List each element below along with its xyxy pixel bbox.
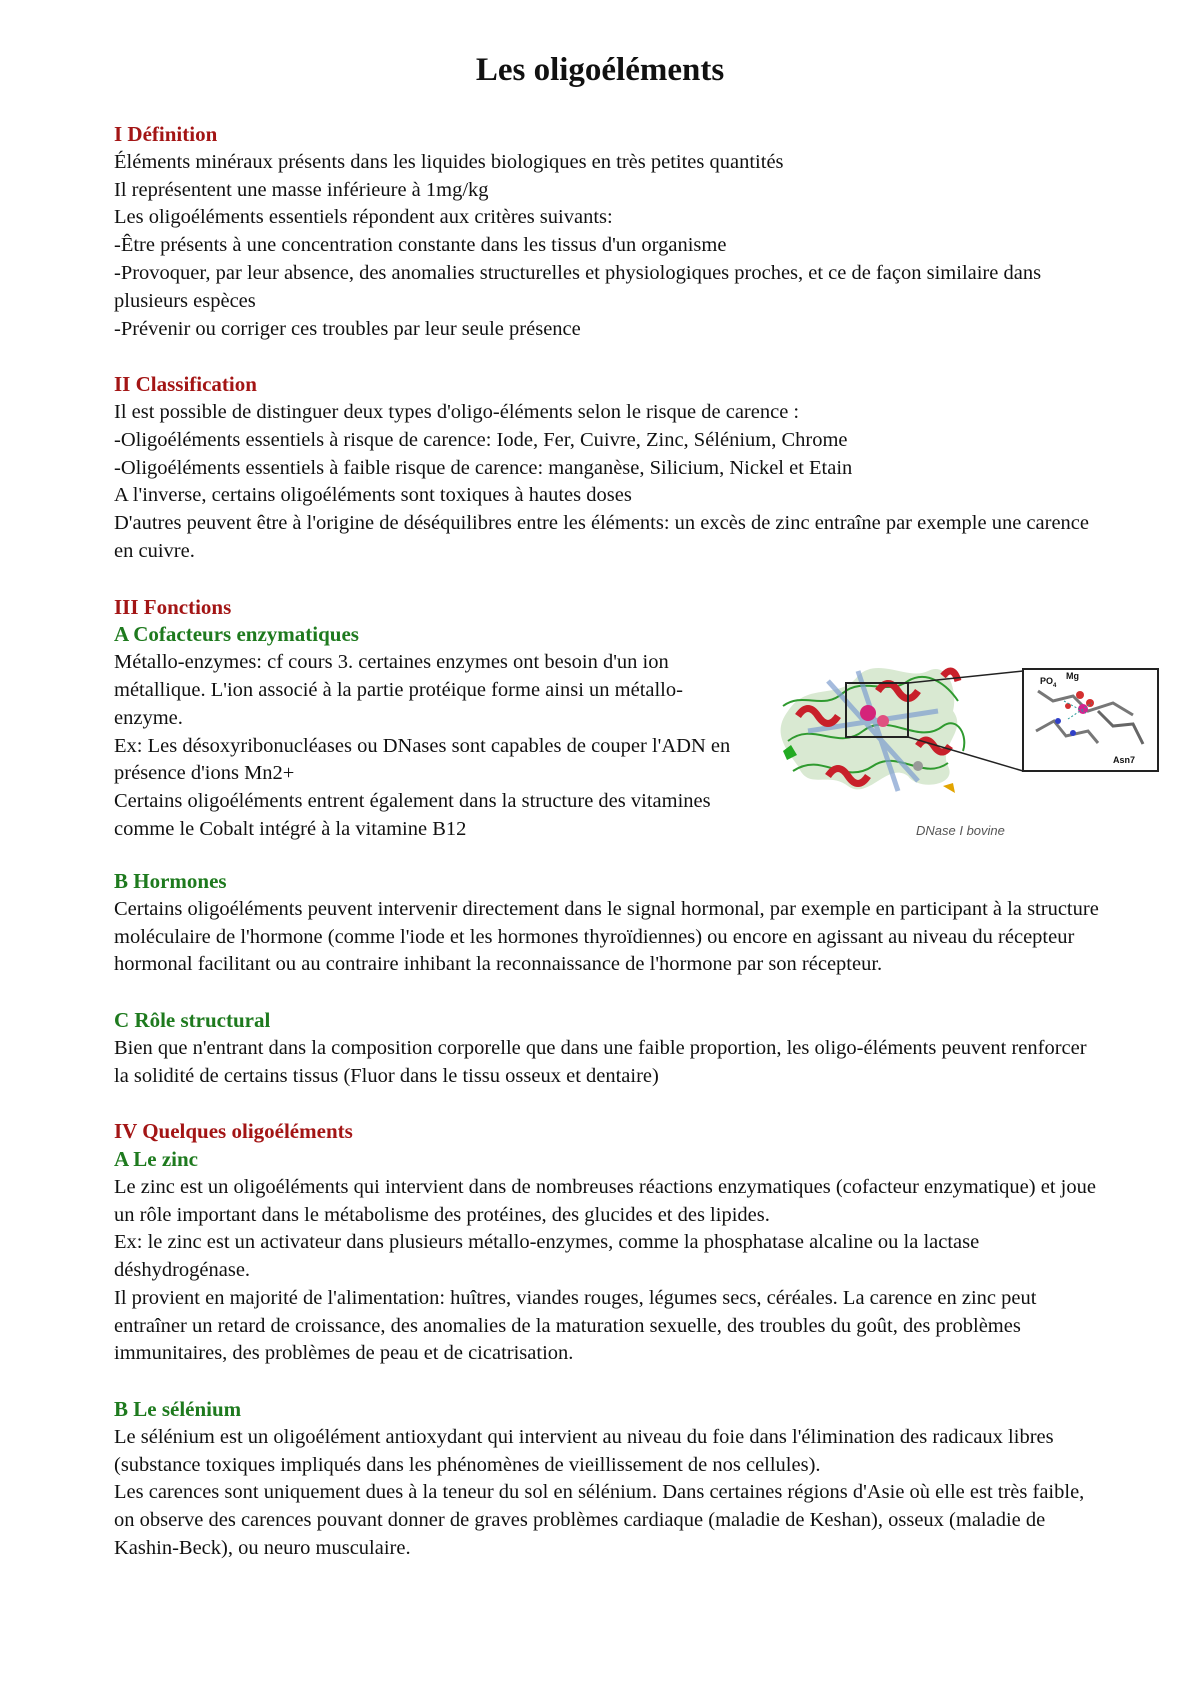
- figure-caption: DNase I bovine: [916, 823, 1005, 839]
- subsection-heading-selenium: B Le sélénium: [114, 1397, 242, 1422]
- dnase-figure: [768, 651, 1198, 850]
- paragraph: -Oligoéléments essentiels à faible risque de carence: manganèse, Silicium, Nickel et Etain: [114, 456, 853, 479]
- paragraph: -Oligoéléments essentiels à risque de carence: Iode, Fer, Cuivre, Zinc, Sélénium, Chrome: [114, 428, 848, 451]
- section-heading-classification: II Classification: [114, 372, 257, 397]
- paragraph: Métallo-enzymes: cf cours 3. certaines enzymes ont besoin d'un ion métallique. L'ion associé à la partie protéique forme ainsi un métallo-enzyme.: [114, 651, 683, 729]
- subsection-heading-role-structural: C Rôle structural: [114, 1007, 271, 1032]
- dnase-structure-image: [768, 651, 1198, 841]
- paragraph: Il provient en majorité de l'alimentation: huîtres, viandes rouges, légumes secs, céréales. La carence en zinc peut entraîner un retard de croissance, des anomalies de la maturation sexuelle, des troubles du goût, des problèmes immunitaires, des problèmes de peau et de cicatrisation.: [114, 1286, 1037, 1365]
- paragraph: Ex: le zinc est un activateur dans plusieurs métallo-enzymes, comme la phosphatase alcaline ou la lactase déshydrogénase.: [114, 1231, 980, 1282]
- paragraph: Il représentent une masse inférieure à 1mg/kg: [114, 178, 489, 201]
- paragraph: D'autres peuvent être à l'origine de déséquilibres entre les éléments: un excès de zinc entraîne par exemple une carence en cuivre.: [114, 512, 1089, 562]
- subsection-heading-zinc: A Le zinc: [114, 1146, 198, 1171]
- document-title: Les oligoéléments: [475, 52, 725, 88]
- paragraph: -Prévenir ou corriger ces troubles par leur seule présence: [114, 317, 581, 340]
- protein-ribbon: [781, 668, 965, 793]
- paragraph: Le zinc est un oligoéléments qui intervient dans de nombreuses réactions enzymatiques (cofacteur enzymatique) et joue un rôle important dans le métabolisme des protéines, des glucides et des lipides.: [114, 1175, 1096, 1226]
- document-body: [114, 121, 1136, 1563]
- label-po4-subscript: 4: [1053, 683, 1057, 690]
- subsection-heading-cofacteurs: A Cofacteurs enzymatiques: [114, 622, 359, 647]
- paragraph: Ex: Les désoxyribonucléases ou DNases sont capables de couper l'ADN en présence d'ions Mn2+: [114, 734, 731, 785]
- label-po4: PO: [1040, 676, 1054, 687]
- paragraph: Le sélénium est un oligoélément antioxydant qui intervient au niveau du foie dans l'élimination des radicaux libres (substance toxiques impliqués dans les phénomènes de vieillissement de nos cellules).: [114, 1425, 1054, 1476]
- active-site-inset: [1023, 669, 1158, 771]
- section-heading-quelques-oligoelements: IV Quelques oligoéléments: [114, 1119, 353, 1144]
- paragraph: Il est possible de distinguer deux types d'oligo-éléments selon le risque de carence :: [114, 400, 800, 423]
- paragraph: Éléments minéraux présents dans les liquides biologiques en très petites quantités: [114, 150, 784, 173]
- paragraph: Certains oligoéléments entrent également dans la structure des vitamines comme le Cobalt intégré à la vitamine B12: [114, 790, 711, 840]
- cofacteurs-block: [114, 649, 1136, 850]
- paragraph: -Être présents à une concentration constante dans les tissus d'un organisme: [114, 234, 727, 257]
- paragraph: Bien que n'entrant dans la composition corporelle que dans une faible proportion, les oligo-éléments peuvent renforcer la solidité de certains tissus (Fluor dans le tissu osseux et dentaire): [114, 1036, 1087, 1087]
- section-heading-fonctions: III Fonctions: [114, 594, 232, 619]
- paragraph: Les carences sont uniquement dues à la teneur du sol en sélénium. Dans certaines régions d'Asie où elle est très faible, on observe des carences pouvant donner de graves problèmes cardiaque (maladie de Keshan), osseux (maladie de Kashin-Beck), ou neuro musculaire.: [114, 1481, 1085, 1560]
- paragraph: Certains oligoéléments peuvent intervenir directement dans le signal hormonal, par exemple en participant à la structure moléculaire de l'hormone (comme l'iode et les hormones thyroïdiennes) ou encore en agissant au niveau du récepteur hormonal facilitant ou au contraire inhibant la reconnaissance de l'hormone par son récepteur.: [114, 897, 1099, 976]
- paragraph: -Provoquer, par leur absence, des anomalies structurelles et physiologiques proches, et ce de façon similaire dans plusieurs espèces: [114, 261, 1042, 312]
- paragraph: A l'inverse, certains oligoéléments sont toxiques à hautes doses: [114, 484, 632, 507]
- label-mg: Mg: [1066, 671, 1079, 682]
- paragraph: Les oligoéléments essentiels répondent aux critères suivants:: [114, 206, 613, 229]
- subsection-heading-hormones: B Hormones: [114, 868, 227, 893]
- section-heading-definition: I Définition: [114, 122, 218, 146]
- label-asn7: Asn7: [1113, 755, 1136, 766]
